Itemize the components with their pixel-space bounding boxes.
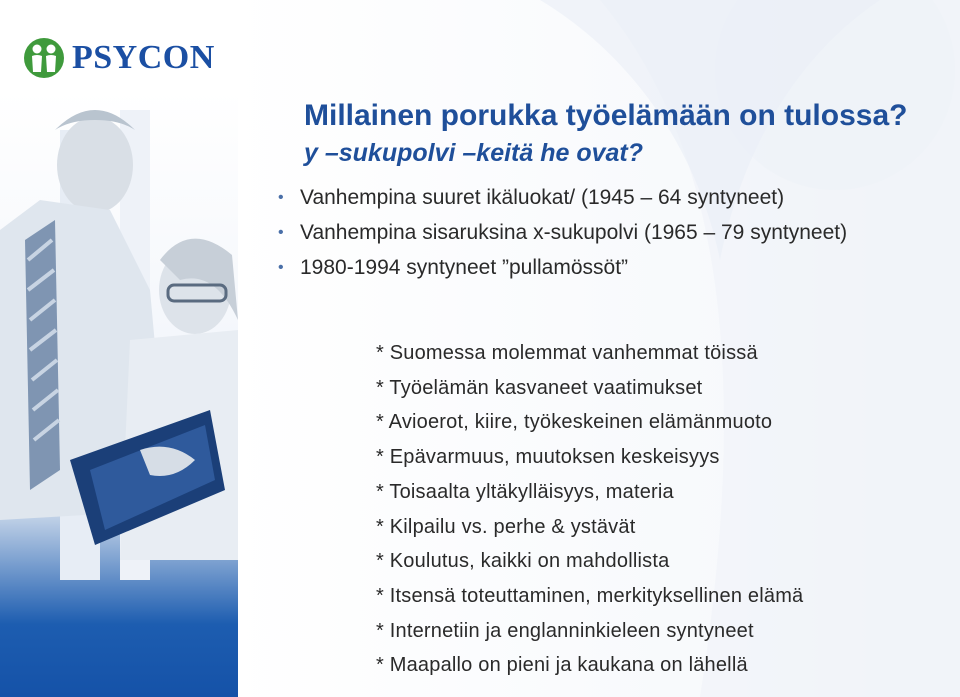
bullet-item bbox=[276, 183, 860, 212]
bullet-dot-icon: • bbox=[278, 189, 284, 206]
bullet-text: Vanhempina suuret ikäluokat/ (1945 – 64 syntyneet) bbox=[300, 186, 785, 209]
detail-item: * Itsensä toteuttaminen, merkityksellinen elämä bbox=[376, 584, 804, 607]
slide-title: Millainen porukka työelämään on tulossa? bbox=[304, 99, 908, 132]
detail-item: * Koulutus, kaikki on mahdollista bbox=[376, 550, 670, 573]
bullet-item bbox=[276, 253, 860, 282]
detail-item: * Kilpailu vs. perhe & ystävät bbox=[376, 515, 636, 538]
logo-text: PSYCON bbox=[72, 39, 215, 76]
psycon-figure-logo-icon bbox=[22, 36, 66, 80]
detail-item: * Avioerot, kiire, työkeskeinen elämänmuoto bbox=[376, 411, 773, 434]
detail-item: * Internetiin ja englanninkieleen syntyneet bbox=[376, 619, 754, 642]
bullet-text: Vanhempina sisaruksina x-sukupolvi (1965 – 79 syntyneet) bbox=[300, 221, 848, 244]
detail-item: * Toisaalta yltäkylläisyys, materia bbox=[376, 480, 674, 503]
bullet-list bbox=[276, 183, 860, 282]
slide-subtitle: y –sukupolvi –keitä he ovat? bbox=[304, 139, 644, 167]
detail-item: * Maapallo on pieni ja kaukana on lähellä bbox=[376, 654, 748, 677]
detail-item: * Epävarmuus, muutoksen keskeisyys bbox=[376, 446, 720, 469]
bullet-dot-icon: • bbox=[278, 259, 284, 276]
bullet-text: 1980-1994 syntyneet ”pullamössöt” bbox=[300, 256, 629, 279]
detail-item: * Suomessa molemmat vanhemmat töissä bbox=[376, 342, 758, 364]
psycon-logo bbox=[22, 36, 215, 80]
detail-list bbox=[376, 336, 803, 683]
detail-item: * Työelämän kasvaneet vaatimukset bbox=[376, 376, 703, 399]
bullet-item bbox=[276, 218, 860, 247]
people-photo bbox=[0, 90, 238, 697]
bullet-dot-icon: • bbox=[278, 224, 284, 241]
